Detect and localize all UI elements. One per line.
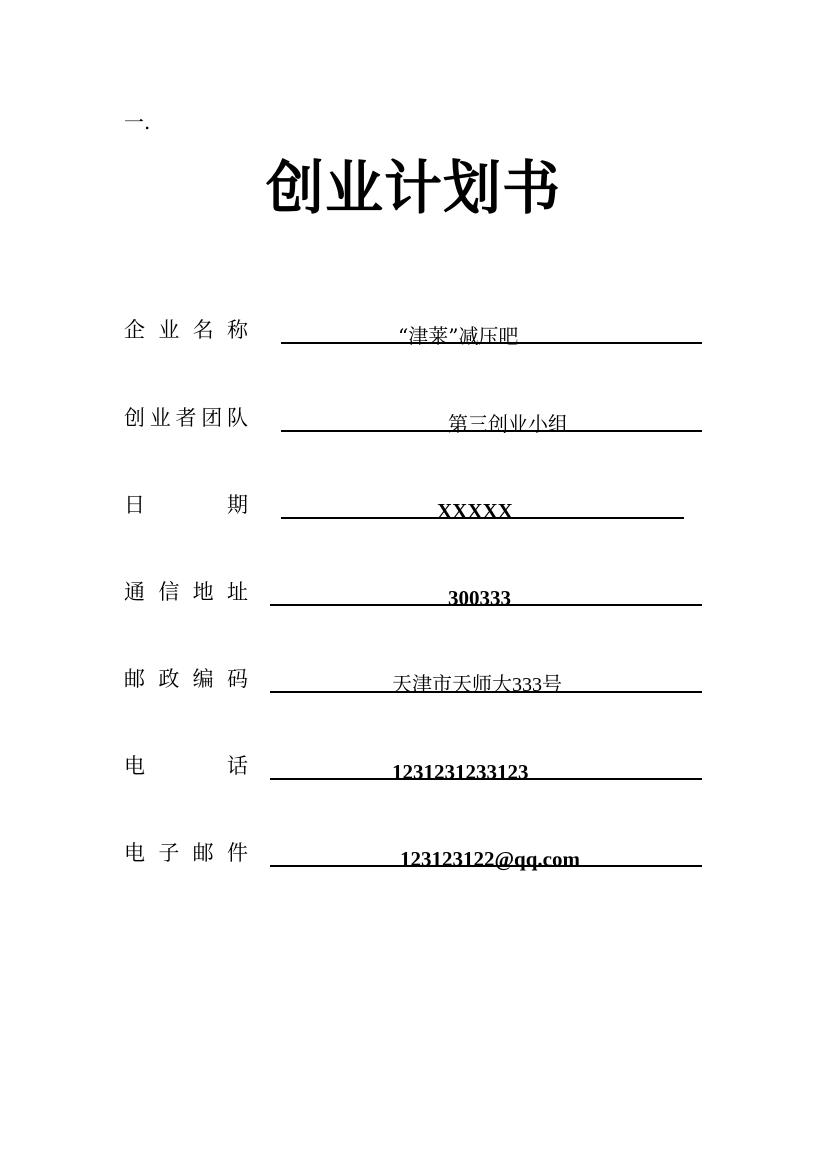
postal-code-value: 天津市天师大333号 — [392, 674, 562, 696]
section-number: 一. — [124, 110, 151, 134]
founding-team-row — [0, 398, 827, 438]
company-name-row — [0, 310, 827, 350]
email-value: 123123122@qq.com — [400, 847, 580, 871]
email-label: 电 子 邮 件 — [124, 841, 248, 865]
postal-code-label: 邮 政 编 码 — [124, 667, 248, 691]
date-row — [0, 485, 827, 525]
mailing-address-value: 300333 — [448, 586, 511, 610]
phone-value: 1231231233123 — [392, 760, 529, 784]
company-name-value: “津莱”减压吧 — [398, 324, 519, 348]
date-value: XXXXX — [437, 499, 513, 523]
founding-team-label: 创 业 者 团 队 — [124, 406, 248, 430]
date-label: 日 期 — [124, 493, 248, 517]
document-title: 创业计划书 — [265, 154, 561, 222]
mailing-address-label: 通 信 地 址 — [124, 580, 248, 604]
founding-team-value: 第三创业小组 — [448, 412, 568, 436]
postal-code-row — [0, 659, 827, 699]
phone-row — [0, 746, 827, 786]
mailing-address-row — [0, 572, 827, 612]
phone-label: 电 话 — [124, 754, 248, 778]
email-row — [0, 833, 827, 873]
company-name-label: 企 业 名 称 — [124, 318, 248, 342]
